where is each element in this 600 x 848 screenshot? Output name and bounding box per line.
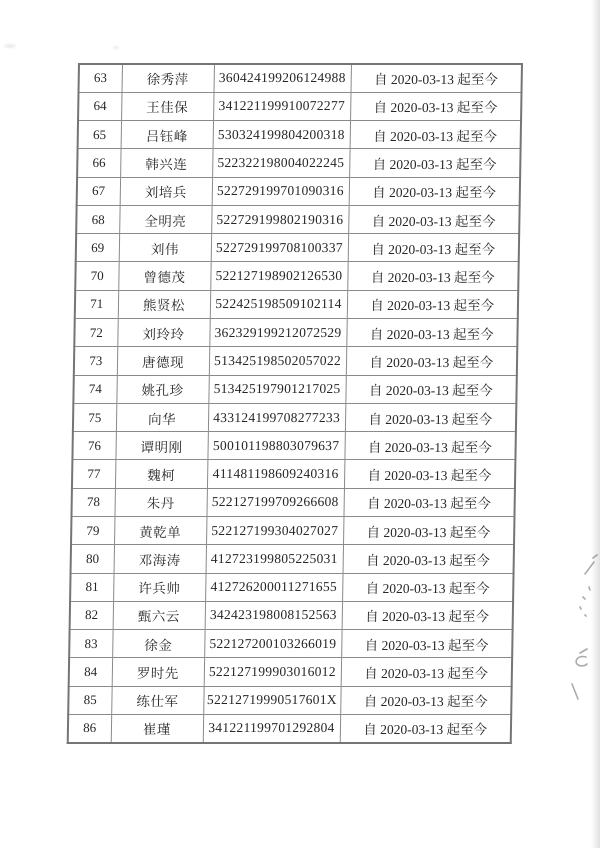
table-row <box>76 205 519 233</box>
id-number-cell: 522127198902126530 <box>210 262 347 290</box>
period-cell: 自 2020-03-13 起至今 <box>349 177 520 205</box>
id-number-cell: 522127199304027027 <box>206 517 343 545</box>
name-cell: 唐德现 <box>117 347 209 375</box>
id-number-cell: 500101198803079637 <box>207 432 344 460</box>
table-row <box>72 460 515 488</box>
id-number-cell: 412726200011271655 <box>205 573 342 601</box>
period-cell: 自 2020-03-13 起至今 <box>350 121 521 149</box>
row-number-cell: 66 <box>77 149 120 177</box>
row-number-cell: 70 <box>75 262 118 290</box>
table-row <box>68 686 511 714</box>
name-cell: 徐金 <box>112 630 204 658</box>
scan-edge-shadow <box>591 0 600 848</box>
row-number-cell: 77 <box>72 460 115 488</box>
roster-table-body <box>68 64 522 743</box>
row-number-cell: 86 <box>68 714 111 742</box>
name-cell: 邓海涛 <box>114 545 206 573</box>
period-cell: 自 2020-03-13 起至今 <box>341 658 512 686</box>
period-cell: 自 2020-03-13 起至今 <box>345 403 516 431</box>
handwritten-margin-marks <box>560 545 600 710</box>
row-number-cell: 74 <box>73 375 116 403</box>
row-number-cell: 65 <box>78 121 121 149</box>
period-cell: 自 2020-03-13 起至今 <box>343 545 514 573</box>
row-number-cell: 71 <box>75 290 118 318</box>
row-number-cell: 68 <box>76 205 119 233</box>
period-cell: 自 2020-03-13 起至今 <box>350 92 521 120</box>
table-row <box>76 234 519 262</box>
name-cell: 徐秀萍 <box>122 64 214 92</box>
table-row <box>79 64 522 92</box>
row-number-cell: 78 <box>71 488 114 516</box>
table-row <box>78 92 521 120</box>
row-number-cell: 82 <box>70 601 113 629</box>
name-cell: 吕钰峰 <box>121 121 213 149</box>
id-number-cell: 411481198609240316 <box>207 460 344 488</box>
name-cell: 练仕军 <box>111 686 203 714</box>
table-row <box>71 517 514 545</box>
name-cell: 熊贤松 <box>118 290 210 318</box>
period-cell: 自 2020-03-13 起至今 <box>342 601 513 629</box>
period-cell: 自 2020-03-13 起至今 <box>344 432 515 460</box>
table-row <box>74 347 517 375</box>
table-row <box>69 630 512 658</box>
period-cell: 自 2020-03-13 起至今 <box>349 149 520 177</box>
period-cell: 自 2020-03-13 起至今 <box>343 517 514 545</box>
table-row <box>73 375 516 403</box>
id-number-cell: 433124199708277233 <box>208 403 345 431</box>
name-cell: 向华 <box>116 403 208 431</box>
row-number-cell: 80 <box>71 545 114 573</box>
row-number-cell: 85 <box>68 686 111 714</box>
id-number-cell: 522425198509102114 <box>210 290 347 318</box>
period-cell: 自 2020-03-13 起至今 <box>346 347 517 375</box>
name-cell: 谭明刚 <box>115 432 207 460</box>
row-number-cell: 83 <box>69 630 112 658</box>
table-row <box>75 290 518 318</box>
id-number-cell: 522729199802190316 <box>211 205 348 233</box>
table-row <box>71 545 514 573</box>
id-number-cell: 522127200103266019 <box>204 630 341 658</box>
period-cell: 自 2020-03-13 起至今 <box>351 64 522 92</box>
name-cell: 罗时先 <box>112 658 204 686</box>
row-number-cell: 72 <box>74 319 117 347</box>
name-cell: 刘玲玲 <box>117 319 209 347</box>
row-number-cell: 75 <box>73 403 116 431</box>
id-number-cell: 342423198008152563 <box>205 601 342 629</box>
name-cell: 姚孔珍 <box>116 375 208 403</box>
row-number-cell: 76 <box>72 432 115 460</box>
table-row <box>68 714 511 742</box>
id-number-cell: 522127199903016012 <box>204 658 341 686</box>
name-cell: 魏柯 <box>115 460 207 488</box>
name-cell: 韩兴连 <box>120 149 212 177</box>
table-row <box>71 488 514 516</box>
id-number-cell: 362329199212072529 <box>209 319 346 347</box>
period-cell: 自 2020-03-13 起至今 <box>346 319 517 347</box>
name-cell: 刘伟 <box>119 234 211 262</box>
row-number-cell: 79 <box>71 517 114 545</box>
scan-smudge <box>113 46 119 49</box>
id-number-cell: 513425197901217025 <box>208 375 345 403</box>
period-cell: 自 2020-03-13 起至今 <box>348 205 519 233</box>
id-number-cell: 360424199206124988 <box>214 64 351 92</box>
id-number-cell: 52212719990517601X <box>203 686 340 714</box>
id-number-cell: 513425198502057022 <box>209 347 346 375</box>
table-row <box>77 149 520 177</box>
table-row <box>74 319 517 347</box>
row-number-cell: 84 <box>69 658 112 686</box>
row-number-cell: 64 <box>78 92 121 120</box>
period-cell: 自 2020-03-13 起至今 <box>344 460 515 488</box>
row-number-cell: 67 <box>77 177 120 205</box>
name-cell: 曾德茂 <box>118 262 210 290</box>
name-cell: 刘培兵 <box>120 177 212 205</box>
period-cell: 自 2020-03-13 起至今 <box>342 573 513 601</box>
scan-smudge <box>4 44 16 48</box>
period-cell: 自 2020-03-13 起至今 <box>345 375 516 403</box>
table-row <box>77 177 520 205</box>
name-cell: 甄六云 <box>113 601 205 629</box>
name-cell: 许兵帅 <box>113 573 205 601</box>
period-cell: 自 2020-03-13 起至今 <box>347 262 518 290</box>
row-number-cell: 63 <box>79 64 122 92</box>
id-number-cell: 341221199701292804 <box>203 714 340 742</box>
name-cell: 黄乾单 <box>114 517 206 545</box>
period-cell: 自 2020-03-13 起至今 <box>343 488 514 516</box>
name-cell: 全明亮 <box>119 205 211 233</box>
period-cell: 自 2020-03-13 起至今 <box>340 686 511 714</box>
table-row <box>73 403 516 431</box>
table-row <box>70 573 513 601</box>
roster-table-container <box>67 63 521 742</box>
id-number-cell: 522322198004022245 <box>212 149 349 177</box>
table-row <box>72 432 515 460</box>
id-number-cell: 522127199709266608 <box>206 488 343 516</box>
period-cell: 自 2020-03-13 起至今 <box>347 290 518 318</box>
period-cell: 自 2020-03-13 起至今 <box>341 630 512 658</box>
roster-table <box>67 63 523 744</box>
name-cell: 朱丹 <box>114 488 206 516</box>
table-row <box>69 658 512 686</box>
id-number-cell: 341221199910072277 <box>213 92 350 120</box>
row-number-cell: 81 <box>70 573 113 601</box>
id-number-cell: 530324199804200318 <box>213 121 350 149</box>
name-cell: 王佳保 <box>121 92 213 120</box>
name-cell: 崔瑾 <box>111 714 203 742</box>
period-cell: 自 2020-03-13 起至今 <box>348 234 519 262</box>
id-number-cell: 522729199701090316 <box>212 177 349 205</box>
row-number-cell: 69 <box>76 234 119 262</box>
table-row <box>70 601 513 629</box>
id-number-cell: 412723199805225031 <box>206 545 343 573</box>
table-row <box>75 262 518 290</box>
table-row <box>78 121 521 149</box>
row-number-cell: 73 <box>74 347 117 375</box>
period-cell: 自 2020-03-13 起至今 <box>340 714 511 742</box>
id-number-cell: 522729199708100337 <box>211 234 348 262</box>
